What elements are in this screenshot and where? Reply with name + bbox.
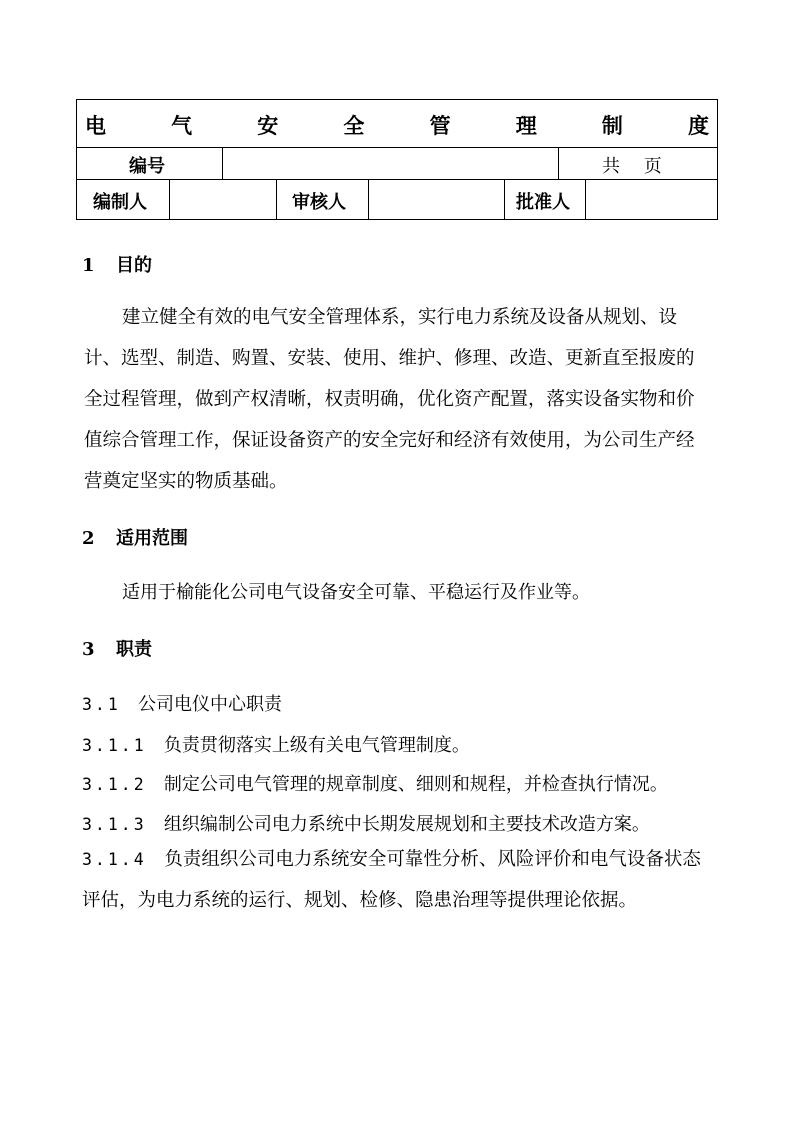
section-1-body: 建立健全有效的电气安全管理体系，实行电力系统及设备从规划、设计、选型、制造、购置、安装、使用、维护、修理、改造、更新直至报废的全过程管理，做到产权清晰，权责明确，优化资产配置，落实设备实物和价值综合管理工作，保证设备资产的安全完好和经济有效使用，为公司生产经营奠定坚实的物质基础。 — [84, 307, 695, 492]
author-label: 编制人 — [93, 192, 147, 213]
section-heading-1 — [82, 251, 152, 277]
clause-text: 组织编制公司电力系统中长期发展规划和主要技术改造方案。 — [163, 814, 650, 835]
clause-number: 3.1.3 — [82, 815, 147, 834]
clause-3-1-4 — [82, 839, 704, 921]
signoff-row — [77, 180, 717, 219]
clause-3-1-3 — [82, 810, 650, 836]
document-header-table — [76, 99, 718, 220]
reviewer-label: 审核人 — [292, 192, 346, 213]
section-number: 3 — [82, 639, 95, 660]
section-title: 目的 — [116, 255, 152, 276]
section-number: 1 — [82, 255, 95, 276]
title-char: 全 — [343, 113, 365, 138]
clause-number: 3.1 — [82, 695, 121, 714]
clause-3-1-1 — [82, 731, 470, 757]
section-heading-2 — [82, 524, 188, 550]
clause-3-1-2 — [82, 770, 668, 796]
section-heading-3 — [82, 635, 152, 661]
number-row — [77, 148, 717, 180]
subsection-3-1 — [82, 690, 282, 716]
title-char: 管 — [429, 113, 451, 138]
approver-label: 批准人 — [516, 192, 570, 213]
clause-number: 3.1.1 — [82, 736, 147, 755]
divider — [169, 180, 170, 219]
title-char: 气 — [171, 113, 193, 138]
section-title: 适用范围 — [116, 528, 188, 549]
divider — [276, 180, 277, 219]
clause-number: 3.1.2 — [82, 775, 147, 794]
title-char: 电 — [85, 113, 106, 138]
clause-title: 公司电仪中心职责 — [137, 694, 282, 715]
divider — [222, 148, 223, 179]
title-char: 安 — [257, 113, 279, 138]
title-row — [77, 100, 717, 148]
clause-number: 3.1.4 — [82, 850, 147, 869]
section-title: 职责 — [116, 639, 152, 660]
divider — [558, 148, 559, 179]
page-count-label: 共 页 — [602, 156, 662, 177]
divider — [585, 180, 586, 219]
clause-text: 负责贯彻落实上级有关电气管理制度。 — [163, 735, 470, 756]
title-char: 制 — [601, 113, 623, 138]
section-2-body: 适用于榆能化公司电气设备安全可靠、平稳运行及作业等。 — [122, 582, 590, 603]
document-title — [85, 110, 709, 140]
number-label: 编号 — [129, 156, 165, 177]
divider — [368, 180, 369, 219]
section-number: 2 — [82, 528, 95, 549]
title-char: 理 — [515, 113, 537, 138]
clause-text: 制定公司电气管理的规章制度、细则和规程，并检查执行情况。 — [163, 774, 668, 795]
title-char: 度 — [687, 113, 709, 138]
divider — [504, 180, 505, 219]
clause-text: 负责组织公司电力系统安全可靠性分析、风险评价和电气设备状态评估，为电力系统的运行、规划、检修、隐患治理等提供理论依据。 — [82, 849, 701, 911]
